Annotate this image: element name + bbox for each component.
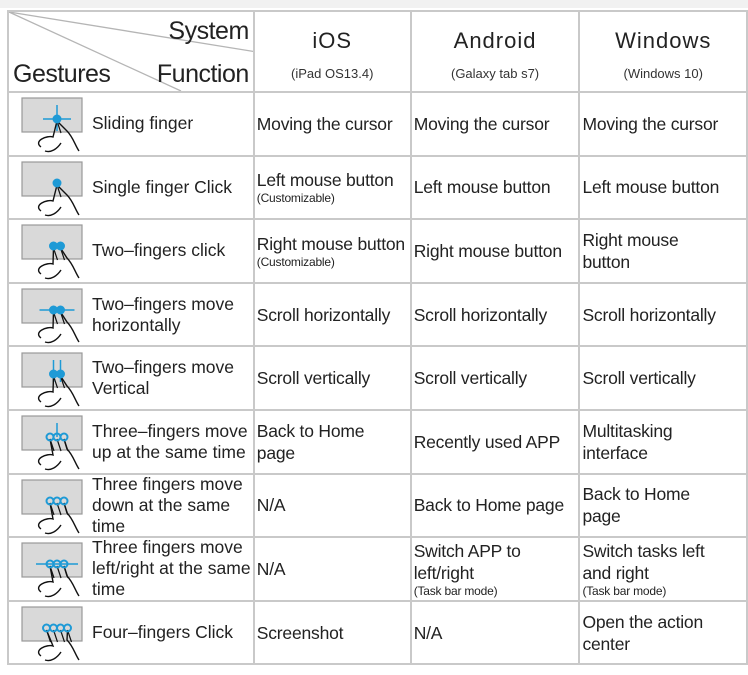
gesture-line: Two–fingers move (92, 293, 235, 314)
android-function-cell (411, 156, 580, 220)
gesture-line: Vertical (92, 378, 150, 399)
windows-function-cell (579, 474, 747, 538)
function-text: Recently used APP (413, 431, 561, 452)
function-text: page (256, 442, 295, 463)
function-text: Screenshot (256, 622, 344, 643)
system-version: (Galaxy tab s7) (450, 66, 540, 81)
gesture-cell (8, 601, 254, 665)
function-text: center (582, 633, 630, 654)
single-finger-click-icon (21, 161, 93, 217)
function-text: Open the action (582, 611, 703, 632)
gesture-line: up at the same time (92, 441, 246, 462)
function-text: N/A (413, 622, 443, 643)
function-text: Moving the cursor (256, 113, 393, 134)
gesture-line: time (92, 579, 126, 600)
android-function-cell (411, 601, 580, 665)
function-text: Right mouse button (413, 240, 562, 261)
function-label: Function (156, 60, 249, 88)
gesture-label (92, 220, 225, 281)
ios-function-cell (254, 219, 411, 283)
gesture-label (92, 602, 233, 663)
table-row (8, 283, 747, 347)
top-frame (0, 0, 748, 8)
table-row (8, 219, 747, 283)
function-text: Scroll vertically (413, 368, 527, 389)
android-function-cell (411, 410, 580, 474)
function-text: page (582, 506, 621, 527)
function-text: Switch tasks left (582, 540, 705, 561)
ios-function-cell (254, 601, 411, 665)
windows-function-cell (579, 537, 747, 601)
system-name: iOS (312, 28, 353, 53)
ios-function-cell (254, 537, 411, 601)
function-text: Back to Home (256, 420, 365, 441)
android-function-cell (411, 219, 580, 283)
windows-function-cell (579, 346, 747, 410)
windows-function-cell (579, 601, 747, 665)
four-fingers-click-icon (21, 606, 93, 662)
function-text: left/right (413, 562, 474, 583)
gesture-label (92, 348, 234, 409)
gesture-line: Two–fingers move (92, 357, 235, 378)
android-function-cell (411, 283, 580, 347)
function-text: Scroll horizontally (413, 304, 548, 325)
gesture-cell (8, 283, 254, 347)
android-function-cell (411, 474, 580, 538)
function-note: (Customizable) (256, 254, 335, 269)
gesture-line: left/right at the same (92, 558, 251, 579)
ios-header (254, 11, 411, 92)
windows-function-cell (579, 219, 747, 283)
gesture-label (92, 475, 243, 536)
function-text: Moving the cursor (582, 113, 719, 134)
table-row (8, 474, 747, 538)
function-text: Right mouse button (256, 233, 405, 254)
system-version: (Windows 10) (623, 66, 703, 81)
gesture-cell (8, 410, 254, 474)
ios-function-cell (254, 474, 411, 538)
ios-function-cell (254, 283, 411, 347)
function-text: Scroll vertically (256, 368, 371, 389)
function-note: (Customizable) (256, 191, 335, 206)
ios-function-cell (254, 410, 411, 474)
windows-function-cell (579, 283, 747, 347)
gesture-line: Two–fingers click (92, 240, 226, 261)
system-name: Windows (615, 28, 712, 53)
function-text: Scroll horizontally (256, 304, 391, 325)
gesture-label (92, 157, 232, 218)
sliding-finger-icon (21, 97, 93, 153)
gesture-line: Single finger Click (92, 176, 233, 197)
function-text: Left mouse button (582, 177, 720, 198)
function-text: Moving the cursor (413, 113, 550, 134)
function-text: interface (582, 442, 648, 463)
function-text: and right (582, 562, 649, 583)
function-text: Scroll horizontally (582, 304, 716, 325)
two-fingers-vertical-icon (21, 352, 93, 408)
gesture-line: Sliding finger (92, 113, 194, 134)
two-fingers-click-icon (21, 224, 93, 280)
gesture-line: Three fingers move (92, 537, 243, 558)
android-function-cell (411, 346, 580, 410)
ios-function-cell (254, 156, 411, 220)
table-row (8, 537, 747, 601)
function-text: Right mouse (582, 229, 679, 250)
ios-function-cell (254, 346, 411, 410)
table-row (8, 92, 747, 156)
gesture-line: horizontally (92, 314, 181, 335)
table-row (8, 346, 747, 410)
corner-header (8, 11, 254, 92)
function-text: Back to Home (582, 484, 690, 505)
gesture-line: Four–fingers Click (92, 622, 234, 643)
gesture-line: Three–fingers move (92, 420, 248, 441)
system-label: System (168, 17, 249, 45)
gesture-cell (8, 92, 254, 156)
android-function-cell (411, 92, 580, 156)
three-fingers-down-icon (21, 479, 93, 535)
table-row (8, 601, 747, 665)
gesture-cell (8, 537, 254, 601)
windows-function-cell (579, 92, 747, 156)
gesture-cell (8, 156, 254, 220)
function-text: Back to Home page (413, 495, 564, 516)
gesture-function-table (7, 10, 748, 665)
system-version: (iPad OS13.4) (291, 66, 374, 81)
header-row (8, 11, 747, 92)
gestures-label: Gestures (13, 60, 111, 88)
gesture-label (92, 538, 251, 599)
gesture-label (92, 93, 193, 154)
three-fingers-left-right-icon (21, 542, 93, 598)
function-text: N/A (256, 495, 286, 516)
table-row (8, 156, 747, 220)
windows-header (579, 11, 747, 92)
function-note: (Task bar mode) (413, 583, 498, 598)
system-name: Android (453, 28, 537, 53)
gesture-line: Three fingers move (92, 473, 243, 494)
gesture-cell (8, 219, 254, 283)
function-text: Multitasking (582, 420, 673, 441)
gesture-label (92, 411, 248, 472)
function-text: Left mouse button (413, 177, 551, 198)
gesture-cell (8, 474, 254, 538)
gesture-label (92, 284, 234, 345)
three-fingers-up-icon (21, 415, 93, 471)
gesture-cell (8, 346, 254, 410)
android-function-cell (411, 537, 580, 601)
function-text: Left mouse button (256, 170, 394, 191)
gesture-line: time (92, 515, 126, 536)
table-row (8, 410, 747, 474)
two-fingers-horizontal-icon (21, 288, 93, 344)
function-text: Scroll vertically (582, 368, 696, 389)
android-header (411, 11, 580, 92)
function-text: button (582, 251, 630, 272)
function-text: Switch APP to (413, 540, 521, 561)
windows-function-cell (579, 156, 747, 220)
gesture-line: down at the same (92, 494, 231, 515)
windows-function-cell (579, 410, 747, 474)
function-note: (Task bar mode) (582, 583, 667, 598)
ios-function-cell (254, 92, 411, 156)
function-text: N/A (256, 558, 286, 579)
